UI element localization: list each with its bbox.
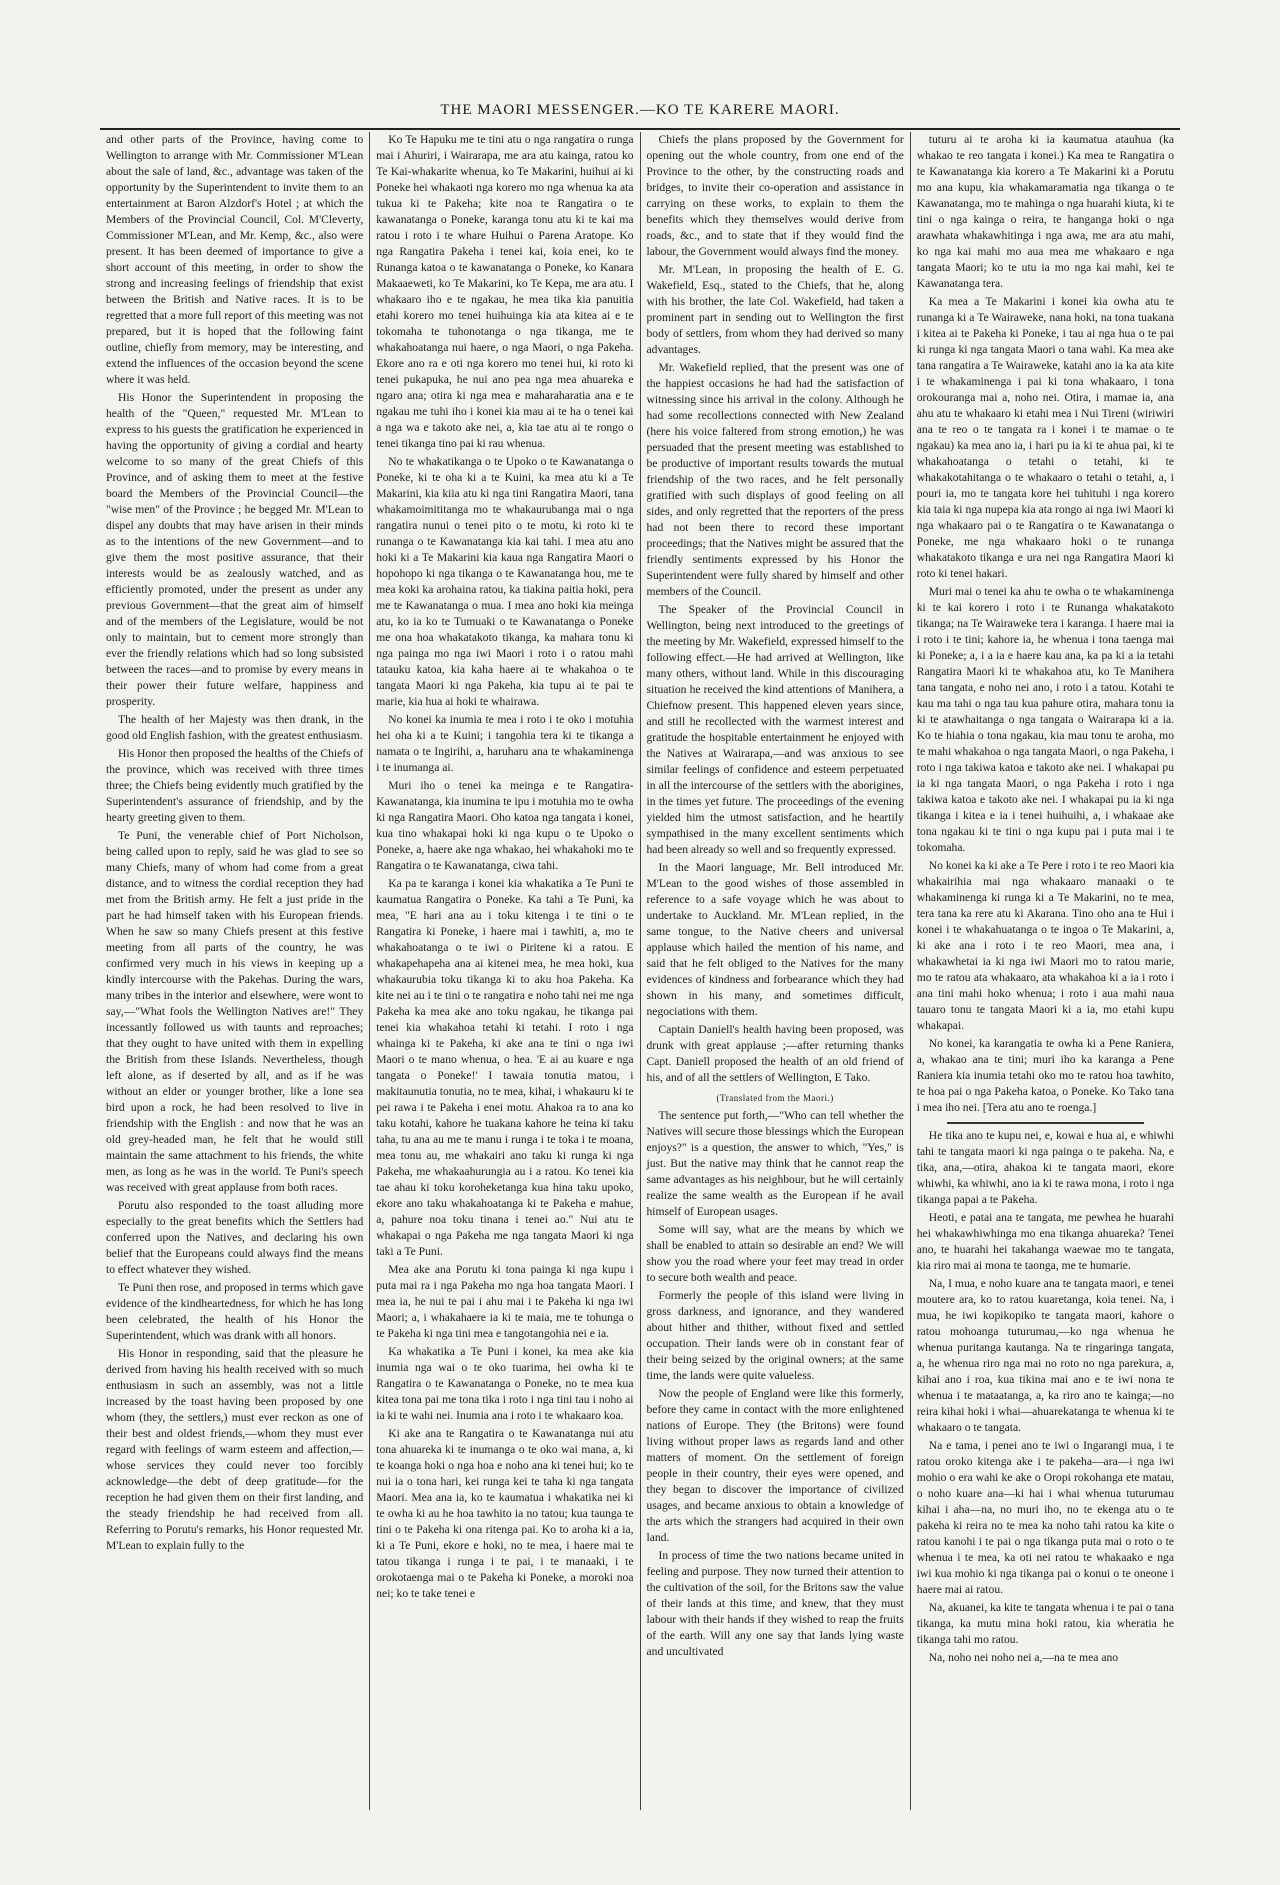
- columns: [100, 132, 1180, 1810]
- section-divider: [947, 1122, 1144, 1124]
- column-3: [640, 132, 910, 1810]
- paragraph: His Honor the Superintendent in proposing the health of the "Queen," requested Mr. M'Lean to express to his guests the gratification he experienced in having the opportunity of giving a cordial and hearty welcome to so many of the great Chiefs of this Province, and of asking them to meet at the festive board the Members of the Provincial Council—the "wise men" of the Province ; he begged Mr. M'Lean to dispel any doubts that may have arisen in their minds as to the intentions of the new Government—and to give them the most positive assurance, that their interests would be as zealously watched, and as efficiently promoted, under the present as under any previous Government—that the great aim of himself and of the members of the Legislature, would be not only to maintain, but to cement more strongly than ever the friendly relations which had so long subsisted between the races—and to promise by every means in their power their future welfare, happiness and prosperity.: [106, 391, 364, 708]
- paragraph: Na, noho nei noho nei a,—na te mea ano: [928, 1651, 1119, 1664]
- paragraph: In the Maori language, Mr. Bell introduced Mr. M'Lean to the good wishes of those assembled in reference to a safe voyage which he was about to undertake to Auckland. Mr. M'Lean replied, in the same tongue, to the Native cheers and universal applause which hailed the mention of his name, and said that he felt obliged to the Natives for the many evidences of kindness and forbearance which they had shown in his many, and sometimes difficult, negociations with them.: [646, 861, 904, 1018]
- paragraph: Te Puni then rose, and proposed in terms which gave evidence of the kindheartedness, for which he has long been celebrated, the health of his Honor the Superintendent, which was drank with all honors.: [106, 1281, 364, 1342]
- paragraph: Mr. M'Lean, in proposing the health of E. G. Wakefield, Esq., stated to the Chiefs, that he, along with his brother, the late Col. Wakefield, had taken a prominent part in sending out to Wellington the first body of settlers, from whom they had derived so many advantages.: [646, 263, 904, 356]
- paragraph: Ka mea a Te Makarini i konei kia owha atu te runanga ki a Te Wairaweke, nana hoki, na tona tuakana i kitea ai te Pakeha ki Poneke, i tau ai nga hua o te pai ki runga ki nga tangata Maori o tana wahi. Ka mea ake tana rangatira a Te Wairaweke, katahi ano ia ka ata kite i te whakaminenga i pai ki tona whakaaro, i tona orokouranga mai a, noho nei. Otira, i mamae ia, ana ahu atu te whakaaro ki etahi mea i Nui Tireni (wiriwiri ana te reo o te tangata ra i konei i te mamae o te ngakau) ka mea ano ia, i hari pu ia ki te ahua pai, ki te whakahoatanga o tetahi o tetahi, ki te whakakotahitanga o te whakaaro o tetahi o tetahi, a, i pouri ia, mo te tangata kore hei tuhituhi i nga korero kia taia ki nga nupepa kia ata rongo ai nga iwi Maori ki nga whakaaro pai o te Rangatira o te Kawanatanga o Poneke, me nga whakaaro hoki o te runanga whakatakoto tikanga e ura nei nga Rangatira Maori ki roto ki tenei hakari.: [916, 295, 1174, 580]
- paragraph: Captain Daniell's health having been proposed, was drunk with great applause ;—after returning thanks Capt. Daniell proposed the health of an old friend of his, and of all the settlers of Wellington, E Tako.: [646, 1023, 904, 1084]
- paragraph: and other parts of the Province, having come to Wellington to arrange with Mr. Commissioner M'Lean about the sale of land, &c., advantage was taken of the opportunity by the Superintendent to invite them to an entertainment at Baron Alzdorf's Hotel ; at which the Members of the Provincial Council, Col. M'Cleverty, Commissioner M'Lean, and Mr. Kemp, &c., also were present. It has been deemed of importance to give a short account of this meeting, in order to show the strong and increasing feelings of friendship that exist between the British and Native races. It is to be regretted that a more full report of this meeting was not prepared, but it is hoped that the following faint outline, chiefly from memory, may be interesting, and extend the influences of the occasion beyond the scene where it was held.: [106, 133, 364, 386]
- paragraph: Heoti, e patai ana te tangata, me pewhea he huarahi hei whakawhiwhinga mo ena tikanga ahuareka? Tenei ano, te huarahi hei takahanga waewae mo te tangata, kia riro mai ai mona te taonga, me te humarie.: [916, 1211, 1174, 1272]
- paragraph: Chiefs the plans proposed by the Government for opening out the whole country, from one end of the Province to the other, by the constructing roads and bridges, to invite their co-operation and assistance in carrying on these works, to explain to them the benefits which they themselves would derive from roads, &c., and to state that if they would find the labour, the Government would always find the money.: [646, 133, 904, 258]
- paragraph: Mea ake ana Porutu ki tona painga ki nga kupu i puta mai ra i nga Pakeha mo nga hoa tangata Maori. I mea ia, he nui te pai i ahu mai i te Pakeha ki nga iwi Maori; a, i whakahaere ia ki te maia, me te tohunga o te Pakeha ki nga tini mea e tangotangohia nei e ia.: [376, 1263, 634, 1340]
- paragraph: No konei, ka karangatia te owha ki a Pene Raniera, a, whakao ana te tini; muri iho ka karanga a Pene Raniera kia inumia tetahi oko mo te ratou hoa tawhito, te hoa pai o nga Pakeha katoa, o Poneke. Ko Tako tana i mea iho nei. [Tera atu ano te roenga.]: [916, 1037, 1174, 1114]
- column-4: [910, 132, 1180, 1810]
- paragraph: His Honor then proposed the healths of the Chiefs of the province, which was received with three times three; the Chiefs being evidently much gratified by the Superintendent's assurance of friendship, and by the hearty greeting given to them.: [106, 747, 364, 824]
- paragraph: Na e tama, i penei ano te iwi o Ingarangi mua, i te ratou oroko kitenga ake i te pakeha—ara—i nga iwi mohio o era wahi ke ake o Oropi rokohanga ete matau, o noho kuare ana—ki hai i whai whenua tuturumau kihai i aha—na, no muri iho, no te ekenga atu o te pakeha ki reira no te mea ka noho tahi ratou ka kite o ratou kanohi i te pai o nga tikanga puta mai o roto o te whenua i te mea, ka oti nei ratou te whakaako e nga iwi kua mohio ki nga tikanga pai o konui o te oneone i haere mai ai ratou.: [916, 1439, 1174, 1596]
- paragraph: The health of her Majesty was then drank, in the good old English fashion, with the greatest enthusiasm.: [106, 713, 364, 742]
- paragraph: Some will say, what are the means by which we shall be enabled to attain so desirable an end? We will show you the road where your feet may tread in order to secure both wealth and peace.: [646, 1223, 904, 1284]
- paragraph: Muri iho o tenei ka meinga e te Rangatira-Kawanatanga, kia inumina te ipu i motuhia mo te owha ki nga Rangatira Maori. Oho katoa nga tangata i konei, kua tino whakapai hoki ki nga kupu o te Upoko o Poneke, a, haere ake nga whakao, hei whakahoki mo te Rangatira o te Kawanatanga, ciwa tahi.: [376, 779, 634, 872]
- paragraph: Mr. Wakefield replied, that the present was one of the happiest occasions he had had the satisfaction of witnessing since his arrival in the colony. Although he had some recollections connected with New Zealand (here his voice faltered from strong emotion,) he was persuaded that the present meeting was established to be productive of important results towards the mutual friendship of the two races, and he felt personally gratified with such displays of good feeling on all sides, and only regretted that the reporters of the press had not been there to record these important proceedings; that the Natives might be assured that the friendly sentiments expressed by his Honor the Superintendent were fully shared by himself and other members of the Council.: [646, 361, 904, 598]
- paragraph: No konei ka ki ake a Te Pere i roto i te reo Maori kia whakairihia mai nga whakaaro manaaki o te whakaminenga ki runga ki a Te Makarini, no te mea, tera tana ka rere atu ki Akarana. Tino oho ana te Hui i konei i te whakahuatanga o te ingoa o Te Makarini, a, ki ake ana i roto i te reo Maori, mea ana, i whakawhetai ia ki nga iwi Maori mo to ratou marie, mo te ratou ata whakaaro, ata whakahoa ki a ia i roto i ana tini mahi hoko whenua; i roto i aua mahi naua tauaro tonu te tangata Maori ki a ia, mo etahi kupu whakapai.: [916, 859, 1174, 1032]
- column-2: [369, 132, 639, 1810]
- translated-label: (Translated from the Maori.): [716, 1093, 834, 1103]
- masthead: THE MAORI MESSENGER.—KO TE KARERE MAORI.: [100, 92, 1180, 130]
- paragraph: Ko Te Hapuku me te tini atu o nga rangatira o runga mai i Ahuriri, i Wairarapa, me ara atu kainga, ratou ko Te Kai-whakarite whenua, ko Te Makarini, huihui ai ki Poneke hei whakaoti nga korero mo nga whenua ka ata tukua ki te Pakeha; kite noa te Rangatira o te kawanatanga o Poneke, karanga tonu atu ki te kai ma ratou i roto i te whare Huihui o Parena Aratope. Ko nga Rangatira Pakeha i tenei kai, koia enei, ko te Runanga katoa o te kawanatanga o Poneke, ko Kanara Makaaeweti, ko Te Makarini, ko Te Kepa, me ara atu. I whakaaro iho e te ngakau, he mea tika kia panuitia etahi korero mo tenei huihuinga kia ata kitea ai e te tokomaha te tuhonotanga o nga tikanga, me te whakahoatanga nui haere, o nga Maori, o nga Pakeha. Ekore ano ra e oti nga korero mo tenei hui, ki roto ki tenei pukapuka, he nui ano pea nga mea ahuareka e ngaro ana; otira ki nga mea e maharaharatia ana e te ngakau me tuhi iho i konei kia mau ai te ha o tenei kai a nga wa e takoto ake nei, a, kia tae atu ai te rongo o tenei tikanga tino pai ki rau whenua.: [376, 133, 634, 450]
- paragraph: No konei ka inumia te mea i roto i te oko i motuhia hei oha ki a te Kuini; i tangohia tera ki te tikanga a namata o te Ingirihi, a, haruharu ana te whakaminenga i te inumanga ai.: [376, 713, 634, 774]
- paragraph: No te whakatikanga o te Upoko o te Kawanatanga o Poneke, ki te oha ki a te Kuini, ka mea atu ki a Te Makarini, kia kiia atu ki nga tini Rangatira Maori, tana whakamoimititanga mo te whakaurubanga mai o nga rangatira nunui o tenei pito o te motu, ki roto ki te runanga o te Kawanatanga kia kai tahi. I mea atu ano hoki ki a Te Makarini kia kaua nga Rangatira Maori o hopohopo ki nga tikanga o te Kawanatanga hou, me te mea koki ka arohaina ratou, ka tiakina paitia hoki, pera me te Kawanatanga o mua. I mea ano hoki kia meinga atu, ko ia ko te Tumuaki o te Kawanatanga o Poneke me ona hoa whakatakoto tikanga, ka mahara tonu ki nga painga mo nga iwi Maori i roto i o ratou mahi tatauku katoa, kia kaha haere ai te whakahoa o te tangata Maori ki nga Pakeha, kia tupu ai te pai te marie, kia hua ai hoki te whairawa.: [376, 455, 634, 708]
- paragraph: Ki ake ana te Rangatira o te Kawanatanga nui atu tona ahuareka ki te inumanga o te oko wai mana, a, ki te koanga hoki o nga hoa e noho ana ki tenei hui; ko te nui ia o tona hari, kei runga kei te taha ki nga tangata Maori. Mea ana ia, ko te kaumatua i whakatika nei ki te owha ki au he hoa tawhito ia no tatou; kua taunga te tini o te Pakeha ki ona ritenga pai. Ko to aroha ki a ia, ki a Te Puni, ekore e hoki, no te mea, i haere mai te tatou tikanga i runga i te pai, i te manaaki, i te orokotaenga mai o te Pakeha ki Poneke, a moroki noa nei; ko te take tenei e: [376, 1427, 634, 1600]
- paragraph: Now the people of England were like this formerly, before they came in contact with the more enlightened nations of Europe. They (the Britons) were found living without proper laws as regards land and other matters of moment. On the settlement of foreign people in their country, their eyes were opened, and they began to discover the importance of civilized usages, and became anxious to obtain a knowledge of the arts which the strangers had acquired in their own land.: [646, 1387, 904, 1544]
- paragraph: Muri mai o tenei ka ahu te owha o te whakaminenga ki te kai korero i roto i te Runanga whakatakoto tikanga; na Te Wairaweke tera i karanga. I haere mai ia i roto i te tini; kahore ia, he whenua i tona taenga mai ki Poneke; a, i a ia e haere kau ana, ka pa ki a ia tetahi Rangatira Maori ki te whakahoa atu, ko Te Manihera tana tangata, e noho nei ano, i roto i a tatou. Kotahi te kau ma tahi o nga tau kua pahure otira, mahara tonu ia ki te atawhaitanga o nga tangata o Wairarapa ki a ia. Ko te hiahia o tona ngakau, kia mau tonu te aroha, mo te mahi whakahoa o nga tangata Maori, o nga Pakeha, i roto i nga takiwa katoa e takoto ake nei. I whakapai pu ia ki nga tangata Maori, o nga Pakeha i roto i nga takiwa katoa e takoto ake nei. I whakapai pu ia ki nga tikanga i kitea e ia i tenei huihuihi, a, i whakaae ake tona ngakau ki te tini o nga kupu pai i puta mai i te tokomaha.: [916, 585, 1174, 854]
- paragraph: Ka pa te karanga i konei kia whakatika a Te Puni te kaumatua Rangatira o Poneke. Ka tahi a Te Puni, ka mea, "E hari ana au i toku kitenga i te tini o te Rangatira ki Poneke, i haere mai i tawhiti, a, mo te whakahoatanga o te iwi o Piritene ki a ratou. E whakapehapeha ana ai kitenei mea, he mea hoki, kua whakaurubia toku tikanga ki to aku hoa Pakeha. Ka kite nei au i te tini o te rangatira e noho tahi nei me nga Pakeha ka mea ake ano toku ngakau, he tikanga pai tenei kia whakahoa tetahi ki tetahi. I roto i nga whainga ki te Pakeha, ki ake ana te tini o nga iwi Maori o te mano whenua, o hea. 'E ai au kuare e nga tangata o Poneke!' I tawaia tonutia matou, i makitaunutia tonutia, no te mea, kihai, i whakauru ki te pei rawa i te Pakeha i enei motu. Ahakoa ra to ana ko taku kotahi, kahore he tuakana kahore he teina ki taku taha, tu ana au me te manu i runga i te toka i te moana, mea tonu au, me whakairi ano taku ki runga ki nga Pakeha, me whakaahurungia au i a ratou. Ko tenei kia tae ahau ki toku koroheketanga kua hina taku upoko, ekore ano taku whakahoatanga ki te Pakeha e mahue, a, pahure noa toku tinana i tenei ao." Nui atu te whakapai o nga Pakeha me nga tangata Maori ki nga taki a Te Puni.: [376, 877, 634, 1258]
- paragraph: Porutu also responded to the toast alluding more especially to the great benefits which the Settlers had conferred upon the Natives, and declaring his own belief that the Europeans could always find the means to effect whatever they wished.: [106, 1199, 364, 1276]
- paragraph: His Honor in responding, said that the pleasure he derived from having his health received with so much enthusiasm in such an assembly, was not a little increased by the toast having been proposed by one whom (they, the settlers,) must ever reckon as one of their best and oldest friends,—whom they must ever regard with feelings of warm esteem and affection,—whose services they could never too forcibly acknowledge—the debt of deep gratitude—for the reception he had given them on their first landing, and the steady friendship he had received from all. Referring to Porutu's remarks, his Honor requested Mr. M'Lean to explain fully to the: [106, 1347, 364, 1552]
- paragraph: tuturu ai te aroha ki ia kaumatua atauhua (ka whakao te reo tangata i konei.) Ka mea te Rangatira o te Kawanatanga kia korero a Te Makarini ki a Porutu mo ana kupu, kia whakamaramatia nga tikanga o te Kawanatanga, mo te mahinga o nga huarahi kiuta, ki te tini o nga kainga o reira, te hanganga hoki o nga arawhata whakawhitinga i nga awa, me ara atu mahi, ko nga kai mahi mo aua mea me whakaaro e nga tangata Maori; ko te utu ia mo nga kai mahi, kei te Kawanatanga tera.: [916, 133, 1174, 290]
- paragraph: In process of time the two nations became united in feeling and purpose. They now turned their attention to the cultivation of the soil, for the Britons saw the value of their lands at this time, and knew, that they must labour with their hands if they wished to reap the fruits of the earth. Will any one say that lands lying waste and uncultivated: [646, 1549, 904, 1658]
- column-1: [100, 132, 369, 1810]
- paragraph: He tika ano te kupu nei, e, kowai e hua ai, e whiwhi tahi te tangata maori ki nga painga o te pakeha. Na, e tika, ana,—otira, ahakoa ki te tangata maori, ekore whiwhi, ka whiwhi, ano ia ki te rawa mona, i roto i nga tikanga papai a te Pakeha.: [916, 1129, 1174, 1206]
- newspaper-page: [100, 92, 1180, 1810]
- paragraph: Te Puni, the venerable chief of Port Nicholson, being called upon to reply, said he was glad to see so many Chiefs, many of whom had come from a great distance, and to witness the cordial reception they had met from the British army. He felt a just pride in the part he had himself taken with his European friends. When he saw so many Chiefs present at this festive meeting from all parts of the country, he was confirmed very much in his views in keeping up a kindly intercourse with the Pakehas. During the wars, many tribes in the interior and elsewhere, were wont to say,—"What fools the Wellington Natives are!" They incessantly followed us with taunts and reproaches; that they ought to have united with them in expelling the British from these Islands. Nevertheless, though left alone, as if deserted by all, and as if he was without an elder or younger brother, like a lone sea bird upon a rock, he had been resolved to live in friendship with the English : and now that he was an old grey-headed man, he felt that he would still maintain the same attachment to his friends, the white men, as long as he was in the world. Te Puni's speech was received with great applause from both races.: [106, 829, 364, 1194]
- paragraph: Na, I mua, e noho kuare ana te tangata maori, e tenei moutere ara, ko to ratou kuaretanga, koia tenei. Na, i mua, he iwi kopikopiko te tangata maori, kahore o ratou mohoanga tuturumau,—ko nga whenua he whenua puritanga kautanga. Na te ringaringa tangata, a, he whenua riro nga mai no roto no nga parekura, a, kihai ano i roa, kua tikina mai ano e te iwi nona te whenua i te mataatanga, a, ka riro ano te kainga;—no reira kihai hoki i whai—ahuarekatanga te whenua ki te whakaaro o te tangata.: [916, 1277, 1174, 1434]
- paragraph: Na, akuanei, ka kite te tangata whenua i te pai o tana tikanga, ka mutu mina hoki ratou, kia wheratia he tikanga tahi mo ratou.: [916, 1601, 1174, 1646]
- paragraph: Formerly the people of this island were living in gross darkness, and ignorance, and they wandered about hither and thither, without fixed and settled occupation. Their lands were ob in constant fear of their being seized by the original owners; at the same time, the lands were quite valueless.: [646, 1289, 904, 1382]
- paragraph: Ka whakatika a Te Puni i konei, ka mea ake kia inumia nga wai o te oko tuarima, hei owha ki te Rangatira o te Kawanatanga o Poneke, no te mea kua kitea tona pai me tona tika i roto i nga tini tau i noho ai ia ki te wahi nei. Inumia ana i roto i te whakaaro koa.: [376, 1345, 634, 1422]
- paragraph: The Speaker of the Provincial Council in Wellington, being next introduced to the greetings of the meeting by Mr. Wakefield, expressed himself to the following effect.—He had arrived at Wellington, like many others, without land. While in this discouraging situation he received the kind attentions of Manihera, a Chiefnow present. This happened eleven years since, and still he recollected with the warmest interest and gratitude the hospitable entertainment he enjoyed with the Natives at Wairarapa,—and was anxious to see similar feelings of confidence and esteem perpetuated in all the intercourse of the settlers with the aborigines, in the times yet future. The proceedings of the evening yielded him the utmost satisfaction, and he heartily sympathised in the many excellent sentiments which had been already so well and so frequently expressed.: [646, 603, 904, 856]
- paragraph: The sentence put forth,—"Who can tell whether the Natives will secure those blessings which the European enjoys?" is a question, the answer to which, "Yes," is just. But the native may think that he cannot reap the same advantages as his neighbour, but he will certainly realize the same wealth as the European if he avail himself of European usages.: [646, 1109, 904, 1218]
